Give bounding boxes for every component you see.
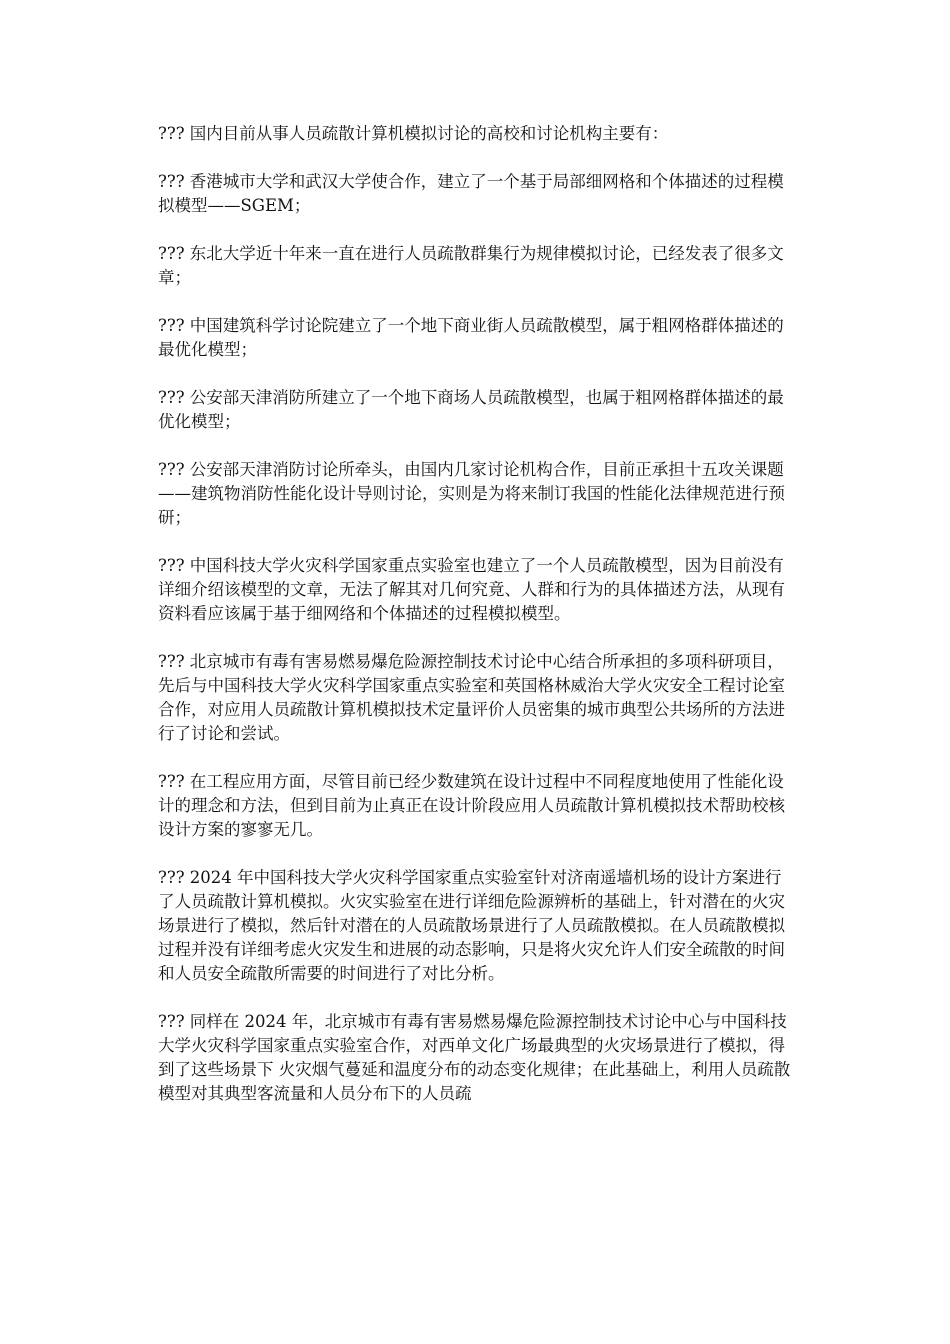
paragraph-northeastern: ??? 东北大学近十年来一直在进行人员疏散群集行为规律模拟讨论，已经发表了很多文章； bbox=[158, 244, 784, 287]
paragraph-engineering-application: ??? 在工程应用方面，尽管目前已经少数建筑在设计过程中不同程度地使用了性能化设计的理念和方法，但到目前为止真正在设计阶段应用人员疏散计算机模拟技术帮助校核设计方案的寥寥无几。 bbox=[158, 772, 785, 839]
paragraph-tianjin-fire-model: ??? 公安部天津消防所建立了一个地下商场人员疏散模型，也属于粗网格群体描述的最优化模型； bbox=[158, 388, 784, 431]
paragraph-institutions-intro: ??? 国内目前从事人员疏散计算机模拟讨论的高校和讨论机构主要有： bbox=[158, 124, 669, 143]
paragraph-beijing-center: ??? 北京城市有毒有害易燃易爆危险源控制技术讨论中心结合所承担的多项科研项目，先后与中国科技大学火灾科学国家重点实验室和英国格林威治大学火灾安全工程讨论室合作，对应用人员疏散计算机模拟技术定量评价人员密集的城市典型公共场所的方法进行了讨论和尝试。 bbox=[158, 652, 785, 743]
document-body bbox=[158, 122, 794, 1130]
paragraph-building-research: ??? 中国建筑科学讨论院建立了一个地下商业街人员疏散模型，属于粗网格群体描述的最优化模型； bbox=[158, 316, 784, 359]
paragraph-ustc-model: ??? 中国科技大学火灾科学国家重点实验室也建立了一个人员疏散模型，因为目前没有详细介绍该模型的文章，无法了解其对几何究竟、人群和行为的具体描述方法，从现有资料看应该属于基于细网络和个体描述的过程模拟模型。 bbox=[158, 556, 785, 623]
paragraph-jinan-airport: ??? 2024 年中国科技大学火灾科学国家重点实验室针对济南遥墙机场的设计方案进行了人员疏散计算机模拟。火灾实验室在进行详细危险源辨析的基础上，针对潜在的火灾场景进行了模拟，然后针对潜在的人员疏散场景进行了人员疏散模拟。在人员疏散模拟过程并没有详细考虑火灾发生和进展的动态影响，只是将火灾允许人们安全疏散的时间和人员安全疏散所需要的时间进行了对比分析。 bbox=[158, 868, 785, 983]
paragraph-xidan-plaza: ??? 同样在 2024 年，北京城市有毒有害易燃易爆危险源控制技术讨论中心与中国科技大学火灾科学国家重点实验室合作，对西单文化广场最典型的火灾场景进行了模拟，得到了这些场景下 火灾烟气蔓延和温度分布的动态变化规律；在此基础上，利用人员疏散模型对其典型客流量和人员分布下的人员疏 bbox=[158, 1012, 791, 1103]
paragraph-tianjin-project: ??? 公安部天津消防讨论所牵头，由国内几家讨论机构合作，目前正承担十五攻关课题——建筑物消防性能化设计导则讨论，实则是为将来制订我国的性能化法律规范进行预研； bbox=[158, 460, 785, 527]
paragraph-hk-wuhan: ??? 香港城市大学和武汉大学使合作，建立了一个基于局部细网格和个体描述的过程模拟模型——SGEM； bbox=[158, 172, 784, 215]
